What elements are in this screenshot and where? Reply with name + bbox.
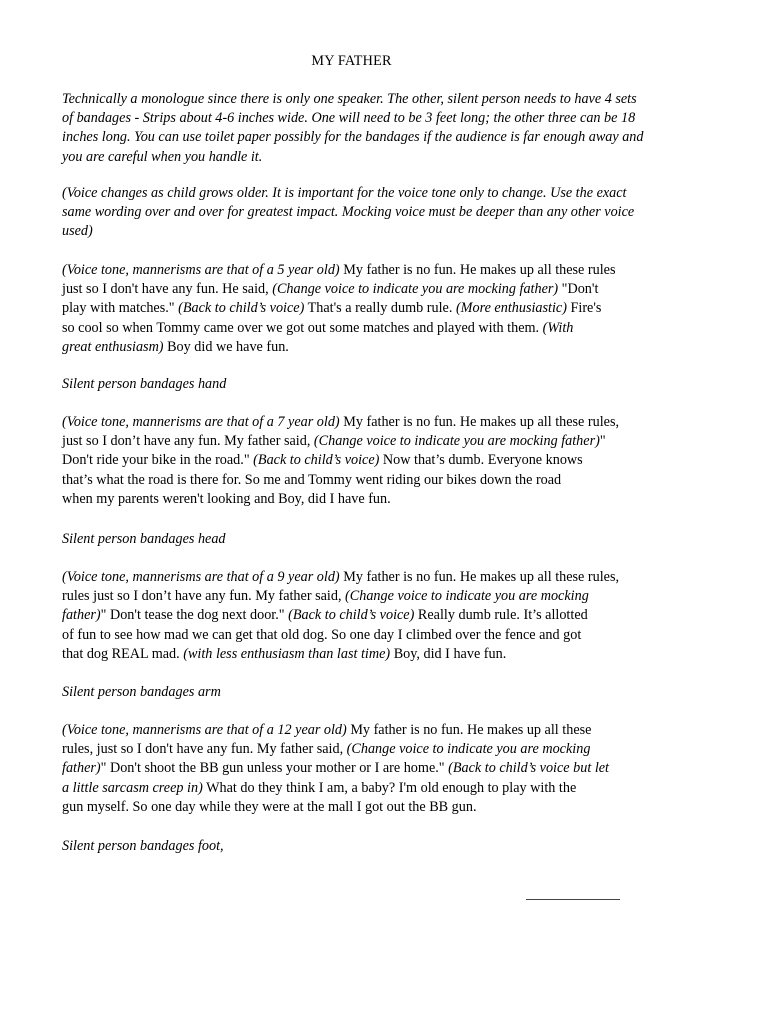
stage-direction: (Back to child’s voice) bbox=[178, 300, 305, 317]
scene-line bbox=[62, 759, 686, 778]
bandage-head-direction bbox=[62, 530, 686, 549]
scene-age-5 bbox=[62, 261, 686, 357]
scene-line bbox=[62, 798, 686, 817]
dialogue: rules, just so I don't have any fun. My father said, bbox=[62, 741, 347, 758]
intro-line: you are careful when you handle it. bbox=[62, 148, 263, 165]
stage-direction: (with less enthusiasm than last time) bbox=[183, 645, 391, 662]
dialogue: That's a really dumb rule. bbox=[304, 300, 456, 317]
stage-direction: (Back to child’s voice) bbox=[253, 452, 380, 469]
dialogue: just so I don’t have any fun. My father said, bbox=[62, 433, 314, 450]
stage-direction: (Voice tone, mannerisms are that of a 5 year old) bbox=[62, 262, 340, 278]
hyperlink-underline[interactable] bbox=[526, 899, 620, 900]
scene-line bbox=[62, 280, 686, 299]
dialogue: " Don't shoot the BB gun unless your mother or I are home." bbox=[100, 760, 449, 777]
intro-line: of bandages - Strips about 4-6 inches wide. One will need to be 3 feet long; the other three can be 18 bbox=[62, 110, 636, 127]
voice-note-line: same wording over and over for greatest impact. Mocking voice must be deeper than any other voice bbox=[62, 204, 635, 221]
stage-direction: (Change voice to indicate you are mocking bbox=[345, 588, 589, 605]
scene-line bbox=[62, 721, 686, 740]
stage-direction: Silent person bandages arm bbox=[62, 684, 221, 700]
scene-line bbox=[62, 451, 686, 470]
bandage-arm-direction bbox=[62, 683, 686, 702]
intro-paragraph bbox=[62, 90, 686, 167]
dialogue: Now that’s dumb. Everyone knows bbox=[379, 452, 583, 469]
stage-direction: (More enthusiastic) bbox=[455, 300, 567, 317]
dialogue: rules just so I don’t have any fun. My father said, bbox=[62, 588, 346, 605]
dialogue: Fire's bbox=[566, 300, 602, 317]
scene-line bbox=[62, 319, 686, 338]
bandage-hand-direction bbox=[62, 375, 686, 394]
scene-line bbox=[62, 471, 686, 490]
scene-line bbox=[62, 606, 686, 625]
stage-direction: (Voice tone, mannerisms are that of a 7 year old) bbox=[62, 414, 340, 430]
dialogue: play with matches." bbox=[62, 300, 179, 317]
voice-note-line: (Voice changes as child grows older. It is important for the voice tone only to change. Use the exact bbox=[62, 185, 627, 201]
dialogue: gun myself. So one day while they were at the mall I got out the BB gun. bbox=[62, 798, 477, 815]
dialogue: Really dumb rule. It’s allotted bbox=[414, 607, 588, 624]
scene-line bbox=[62, 740, 686, 759]
stage-direction: (Change voice to indicate you are mocking bbox=[346, 741, 591, 758]
stage-direction: great enthusiasm) bbox=[62, 338, 164, 355]
dialogue: of fun to see how mad we can get that old dog. So one day I climbed over the fence and got bbox=[62, 626, 582, 643]
dialogue: " Don't tease the dog next door." bbox=[100, 607, 289, 624]
intro-line: inches long. You can use toilet paper possibly for the bandages if the audience is far enough away and bbox=[62, 129, 644, 146]
stage-direction: Silent person bandages hand bbox=[62, 376, 227, 392]
dialogue: Boy did we have fun. bbox=[163, 338, 289, 355]
stage-direction: (With bbox=[542, 319, 574, 336]
scene-age-7 bbox=[62, 413, 686, 509]
dialogue: My father is no fun. He makes up all these rules, bbox=[339, 414, 620, 430]
dialogue: My father is no fun. He makes up all these bbox=[346, 722, 592, 738]
intro-line: Technically a monologue since there is only one speaker. The other, silent person needs to have 4 sets bbox=[62, 91, 637, 107]
dialogue: that dog REAL mad. bbox=[62, 645, 184, 662]
dialogue: " bbox=[599, 433, 606, 450]
scene-age-12 bbox=[62, 721, 686, 817]
dialogue: Don't ride your bike in the road." bbox=[62, 452, 254, 469]
scene-line bbox=[62, 568, 686, 587]
stage-direction: father) bbox=[62, 607, 101, 624]
bandage-foot-direction bbox=[62, 837, 686, 856]
voice-note-line: used) bbox=[62, 223, 93, 240]
dialogue: My father is no fun. He makes up all these rules bbox=[339, 262, 616, 278]
stage-direction: (Voice tone, mannerisms are that of a 12 year old) bbox=[62, 722, 347, 738]
scene-line bbox=[62, 413, 686, 432]
stage-direction: (Voice tone, mannerisms are that of a 9 year old) bbox=[62, 569, 340, 585]
dialogue: just so I don't have any fun. He said, bbox=[62, 281, 273, 298]
stage-direction: Silent person bandages foot, bbox=[62, 838, 224, 854]
page-title: MY FATHER bbox=[311, 53, 392, 69]
stage-direction: (Change voice to indicate you are mocking father) bbox=[313, 433, 600, 450]
scene-line bbox=[62, 490, 686, 509]
dialogue: "Don't bbox=[558, 281, 599, 298]
dialogue: so cool so when Tommy came over we got out some matches and played with them. bbox=[62, 319, 543, 336]
stage-direction: (Back to child’s voice) bbox=[288, 607, 415, 624]
stage-direction: father) bbox=[62, 760, 101, 777]
scene-line bbox=[62, 299, 686, 318]
dialogue: My father is no fun. He makes up all these rules, bbox=[339, 569, 620, 585]
stage-direction: (Change voice to indicate you are mocking father) bbox=[272, 281, 559, 298]
scene-age-9 bbox=[62, 568, 686, 664]
scene-line bbox=[62, 261, 686, 280]
dialogue: when my parents weren't looking and Boy, did I have fun. bbox=[62, 490, 391, 507]
dialogue: Boy, did I have fun. bbox=[390, 645, 507, 662]
scene-line bbox=[62, 432, 686, 451]
stage-direction: Silent person bandages head bbox=[62, 531, 226, 547]
scene-line bbox=[62, 587, 686, 606]
dialogue: What do they think I am, a baby? I'm old enough to play with the bbox=[202, 779, 577, 796]
stage-direction: a little sarcasm creep in) bbox=[62, 779, 203, 796]
scene-line bbox=[62, 645, 686, 664]
dialogue: that’s what the road is there for. So me and Tommy went riding our bikes down the road bbox=[62, 471, 562, 488]
scene-line bbox=[62, 779, 686, 798]
scene-line bbox=[62, 626, 686, 645]
stage-direction: (Back to child’s voice but let bbox=[448, 760, 609, 777]
voice-note-paragraph bbox=[62, 184, 686, 242]
scene-line bbox=[62, 338, 686, 357]
